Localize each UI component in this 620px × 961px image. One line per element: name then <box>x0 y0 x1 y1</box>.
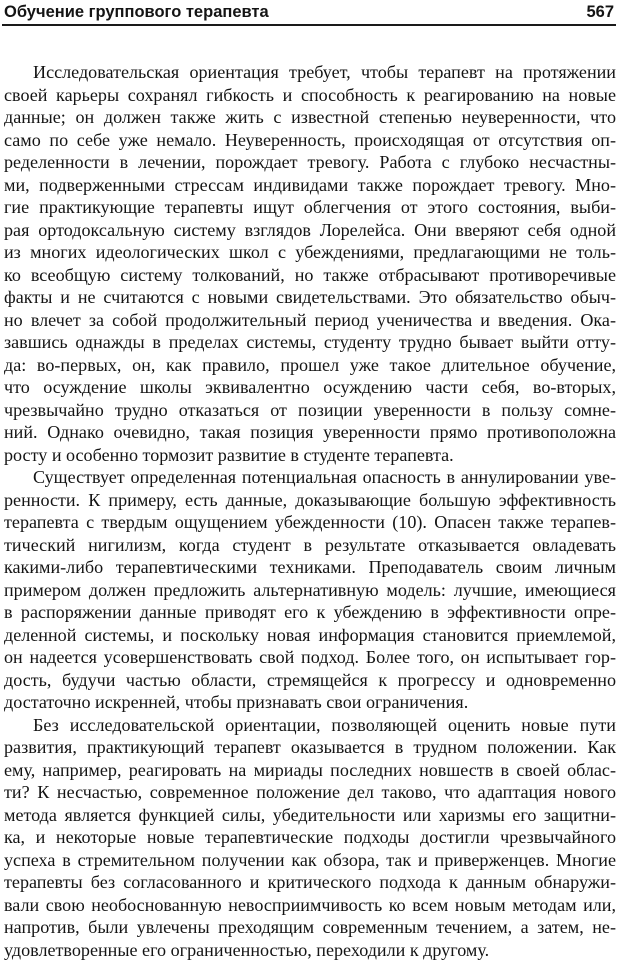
text-line: чрезвычайно трудно отказаться от позиции уверенности в пользу сомне- <box>4 399 616 422</box>
text-line: примером должен предложить альтернативную модель: лучшие, имеющиеся <box>4 579 616 602</box>
text-line: дость, будучи частью области, стремящейся к прогрессу и одновременно <box>4 669 616 692</box>
text-line: тический нигилизм, когда студент в результате отказывается овладевать <box>4 534 616 557</box>
text-line: ределенности в лечении, порождает тревогу. Работа с глубоко несчастны- <box>4 151 616 174</box>
text-line: развития, практикующий терапевт оказывается в трудном положении. Как <box>4 736 616 759</box>
text-line: вали свою необоснованную невосприимчивость ко всем новым методам или, <box>4 894 616 917</box>
text-line: факты и не считаются с новыми свидетельствами. Это обязательство обыч- <box>4 286 616 309</box>
text-line: в распоряжении данные приводят его к убеждению в эффективности опре- <box>4 601 616 624</box>
paragraph <box>4 714 616 961</box>
body-text <box>4 61 616 961</box>
running-header-title: Обучение группового терапевта <box>4 2 269 22</box>
text-line: терапевта с твердым ощущением убежденности (10). Опасен также терапев- <box>4 511 616 534</box>
text-line: ний. Однако очевидно, такая позиция уверенности прямо противоположна <box>4 421 616 444</box>
page-number: 567 <box>586 2 614 22</box>
text-line: терапевты без согласованного и критического подхода к данным обнаружи- <box>4 871 616 894</box>
text-line: Без исследовательской ориентации, позволяющей оценить новые пути <box>4 714 616 737</box>
text-line: ми, подверженными стрессам индивидами также порождает тревогу. Мно- <box>4 174 616 197</box>
text-line: ему, например, реагировать на мириады последних новшеств в своей облас- <box>4 759 616 782</box>
text-line: деленной системы, и поскольку новая информация становится приемлемой, <box>4 624 616 647</box>
header-rule <box>2 24 616 26</box>
text-line: из многих идеологических школ с убеждениями, предлагающими не толь- <box>4 241 616 264</box>
text-line: Исследовательская ориентация требует, чтобы терапевт на протяжении <box>4 61 616 84</box>
text-line: достаточно искренней, чтобы признавать свои ограничения. <box>4 691 616 714</box>
text-line: да: во-первых, он, как правило, прошел уже такое длительное обучение, <box>4 354 616 377</box>
paragraph <box>4 466 616 714</box>
text-line: росту и особенно тормозит развитие в студенте терапевта. <box>4 444 616 467</box>
text-line: данные; он должен также жить с известной степенью неуверенности, что <box>4 106 616 129</box>
running-header <box>4 0 614 22</box>
text-line: ко всеобщую систему толкований, но также отбрасывают противоречивые <box>4 264 616 287</box>
paragraph <box>4 61 616 466</box>
text-line: ренности. К примеру, есть данные, доказывающие большую эффективность <box>4 489 616 512</box>
text-line: само по себе уже немало. Неуверенность, происходящая от отсутствия оп- <box>4 129 616 152</box>
text-line: ка, и некоторые новые терапевтические подходы достигли чрезвычайного <box>4 826 616 849</box>
text-line: успеха в стремительном получении как обзора, так и приверженцев. Многие <box>4 849 616 872</box>
text-line: напротив, были увлечены преходящим современным течением, а затем, не- <box>4 916 616 939</box>
text-line: рая ортодоксальную систему взглядов Лорелейса. Они вверяют себя одной <box>4 219 616 242</box>
text-line: какими-либо терапевтическими техниками. Преподаватель своим личным <box>4 556 616 579</box>
text-line: метода является функцией силы, убедительности или харизмы его защитни- <box>4 804 616 827</box>
text-line: своей карьеры сохранял гибкость и способность к реагированию на новые <box>4 84 616 107</box>
text-line: удовлетворенные его ограниченностью, переходили к другому. <box>4 939 616 961</box>
text-line: он надеется усовершенствовать свой подход. Более того, он испытывает гор- <box>4 646 616 669</box>
text-line: гие практикующие терапевты ищут облегчения от этого состояния, выби- <box>4 196 616 219</box>
text-line: ти? К несчастью, современное положение дел таково, что адаптация нового <box>4 781 616 804</box>
text-line: Существует определенная потенциальная опасность в аннулировании уве- <box>4 466 616 489</box>
text-line: но влечет за собой продолжительный период ученичества и введения. Ока- <box>4 309 616 332</box>
text-line: завшись однажды в пределах системы, студенту трудно бывает выйти отту- <box>4 331 616 354</box>
text-line: что осуждение школы эквивалентно осуждению части себя, во-вторых, <box>4 376 616 399</box>
